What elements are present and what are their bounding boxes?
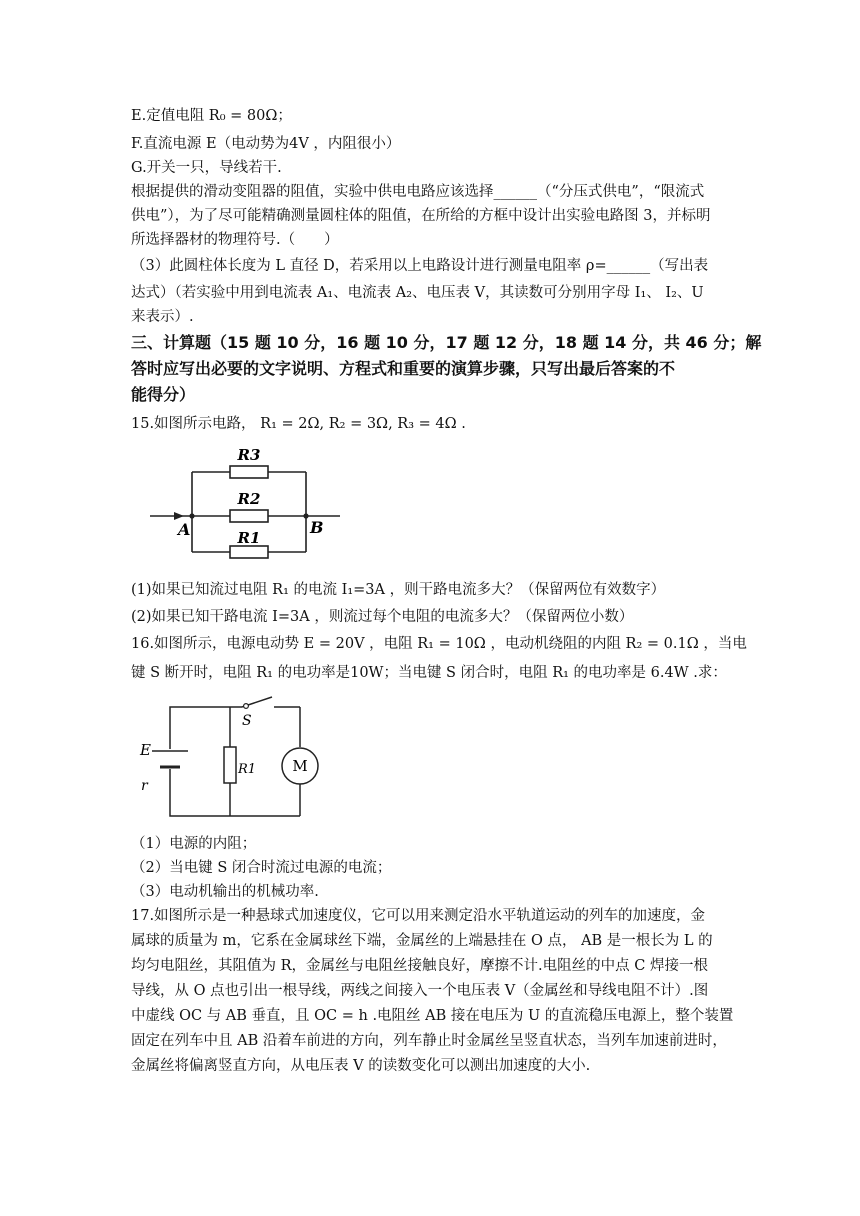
section-heading: 答时应写出必要的文字说明、方程式和重要的演算步骤，只写出最后答案的不: [131, 359, 676, 378]
text-line: 所选择器材的物理符号.（ ）: [131, 232, 339, 248]
text-line: （3）此圆柱体长度为 L 直径 D，若采用以上电路设计进行测量电阻率 ρ=______（写出表: [131, 258, 709, 274]
question-17-cont: 导线，从 O 点也引出一根导线，两线之间接入一个电压表 V（金属丝和导线电阻不计）.图: [131, 983, 709, 999]
question-17: 17.如图所示是一种悬球式加速度仪，它可以用来测定沿水平轨道运动的列车的加速度，金: [131, 908, 706, 924]
label-e: E: [140, 741, 151, 759]
label-b: B: [310, 518, 324, 537]
label-r2: R2: [237, 490, 261, 508]
label-r3: R3: [237, 446, 261, 464]
section-heading: 能得分）: [131, 385, 196, 404]
question-17-cont: 属球的质量为 m，它系在金属球丝下端，金属丝的上端悬挂在 O 点， AB 是一根长为 L 的: [131, 933, 713, 949]
question-16: 16.如图所示，电源电动势 E = 20V ，电阻 R₁ = 10Ω ，电动机绕阻的内阻 R₂ = 0.1Ω ，当电: [131, 636, 747, 652]
question-17-cont: 固定在列车中且 AB 沿着车前进的方向，列车静止时金属丝呈竖直状态，当列车加速前进时，: [131, 1033, 727, 1049]
question-15-part2: (2)如果已知干路电流 I=3A ，则流过每个电阻的电流多大？（保留两位小数）: [131, 609, 634, 625]
label-r: r: [141, 778, 148, 794]
circuit-diagram-16: [130, 695, 330, 825]
question-15: 15.如图所示电路， R₁ = 2Ω, R₂ = 3Ω, R₃ = 4Ω .: [131, 416, 466, 432]
question-17-cont: 均匀电阻丝，其阻值为 R，金属丝与电阻丝接触良好，摩擦不计.电阻丝的中点 C 焊接一根: [131, 958, 708, 974]
circuit-diagram-15: [140, 440, 350, 572]
question-16-sub1: （1）电源的内阻；: [131, 836, 257, 852]
question-17-cont: 金属丝将偏离竖直方向，从电压表 V 的读数变化可以测出加速度的大小.: [131, 1058, 591, 1074]
text-line: 根据提供的滑动变阻器的阻值，实验中供电电路应该选择______（“分压式供电”，“限流式: [131, 184, 705, 200]
question-17-cont: 中虚线 OC 与 AB 垂直，且 OC = h .电阻丝 AB 接在电压为 U 的直流稳压电源上，整个装置: [131, 1008, 734, 1024]
text-line: 来表示）.: [131, 309, 194, 325]
text-line: F.直流电源 E（电动势为4V ，内阻很小）: [131, 136, 401, 152]
text-line: E.定值电阻 R₀ = 80Ω；: [131, 108, 292, 124]
label-r1: R1: [238, 762, 257, 777]
text-line: G.开关一只，导线若干.: [131, 160, 282, 176]
text-line: 供电”），为了尽可能精确测量圆柱体的阻值，在所给的方框中设计出实验电路图 3，并标明: [131, 208, 711, 224]
label-a: A: [178, 520, 191, 539]
question-16-sub3: （3）电动机输出的机械功率.: [131, 884, 319, 900]
question-16-cont: 键 S 断开时，电阻 R₁ 的电功率是10W；当电键 S 闭合时，电阻 R₁ 的电功率是 6.4W .求：: [131, 665, 727, 681]
question-16-sub2: （2）当电键 S 闭合时流过电源的电流；: [131, 860, 392, 876]
label-s: S: [242, 713, 252, 729]
text-line: 达式）（若实验中用到电流表 A₁、电流表 A₂、电压表 V，其读数可分别用字母 I₁、 I₂、U: [131, 285, 704, 301]
motor-symbol: M: [292, 757, 308, 775]
section-heading: 三、计算题（15 题 10 分，16 题 10 分，17 题 12 分，18 题 14 分，共 46 分；解: [131, 333, 762, 352]
label-r1: R1: [237, 529, 261, 547]
question-15-part1: (1)如果已知流过电阻 R₁ 的电流 I₁=3A ，则干路电流多大？（保留两位有效数字）: [131, 582, 666, 598]
